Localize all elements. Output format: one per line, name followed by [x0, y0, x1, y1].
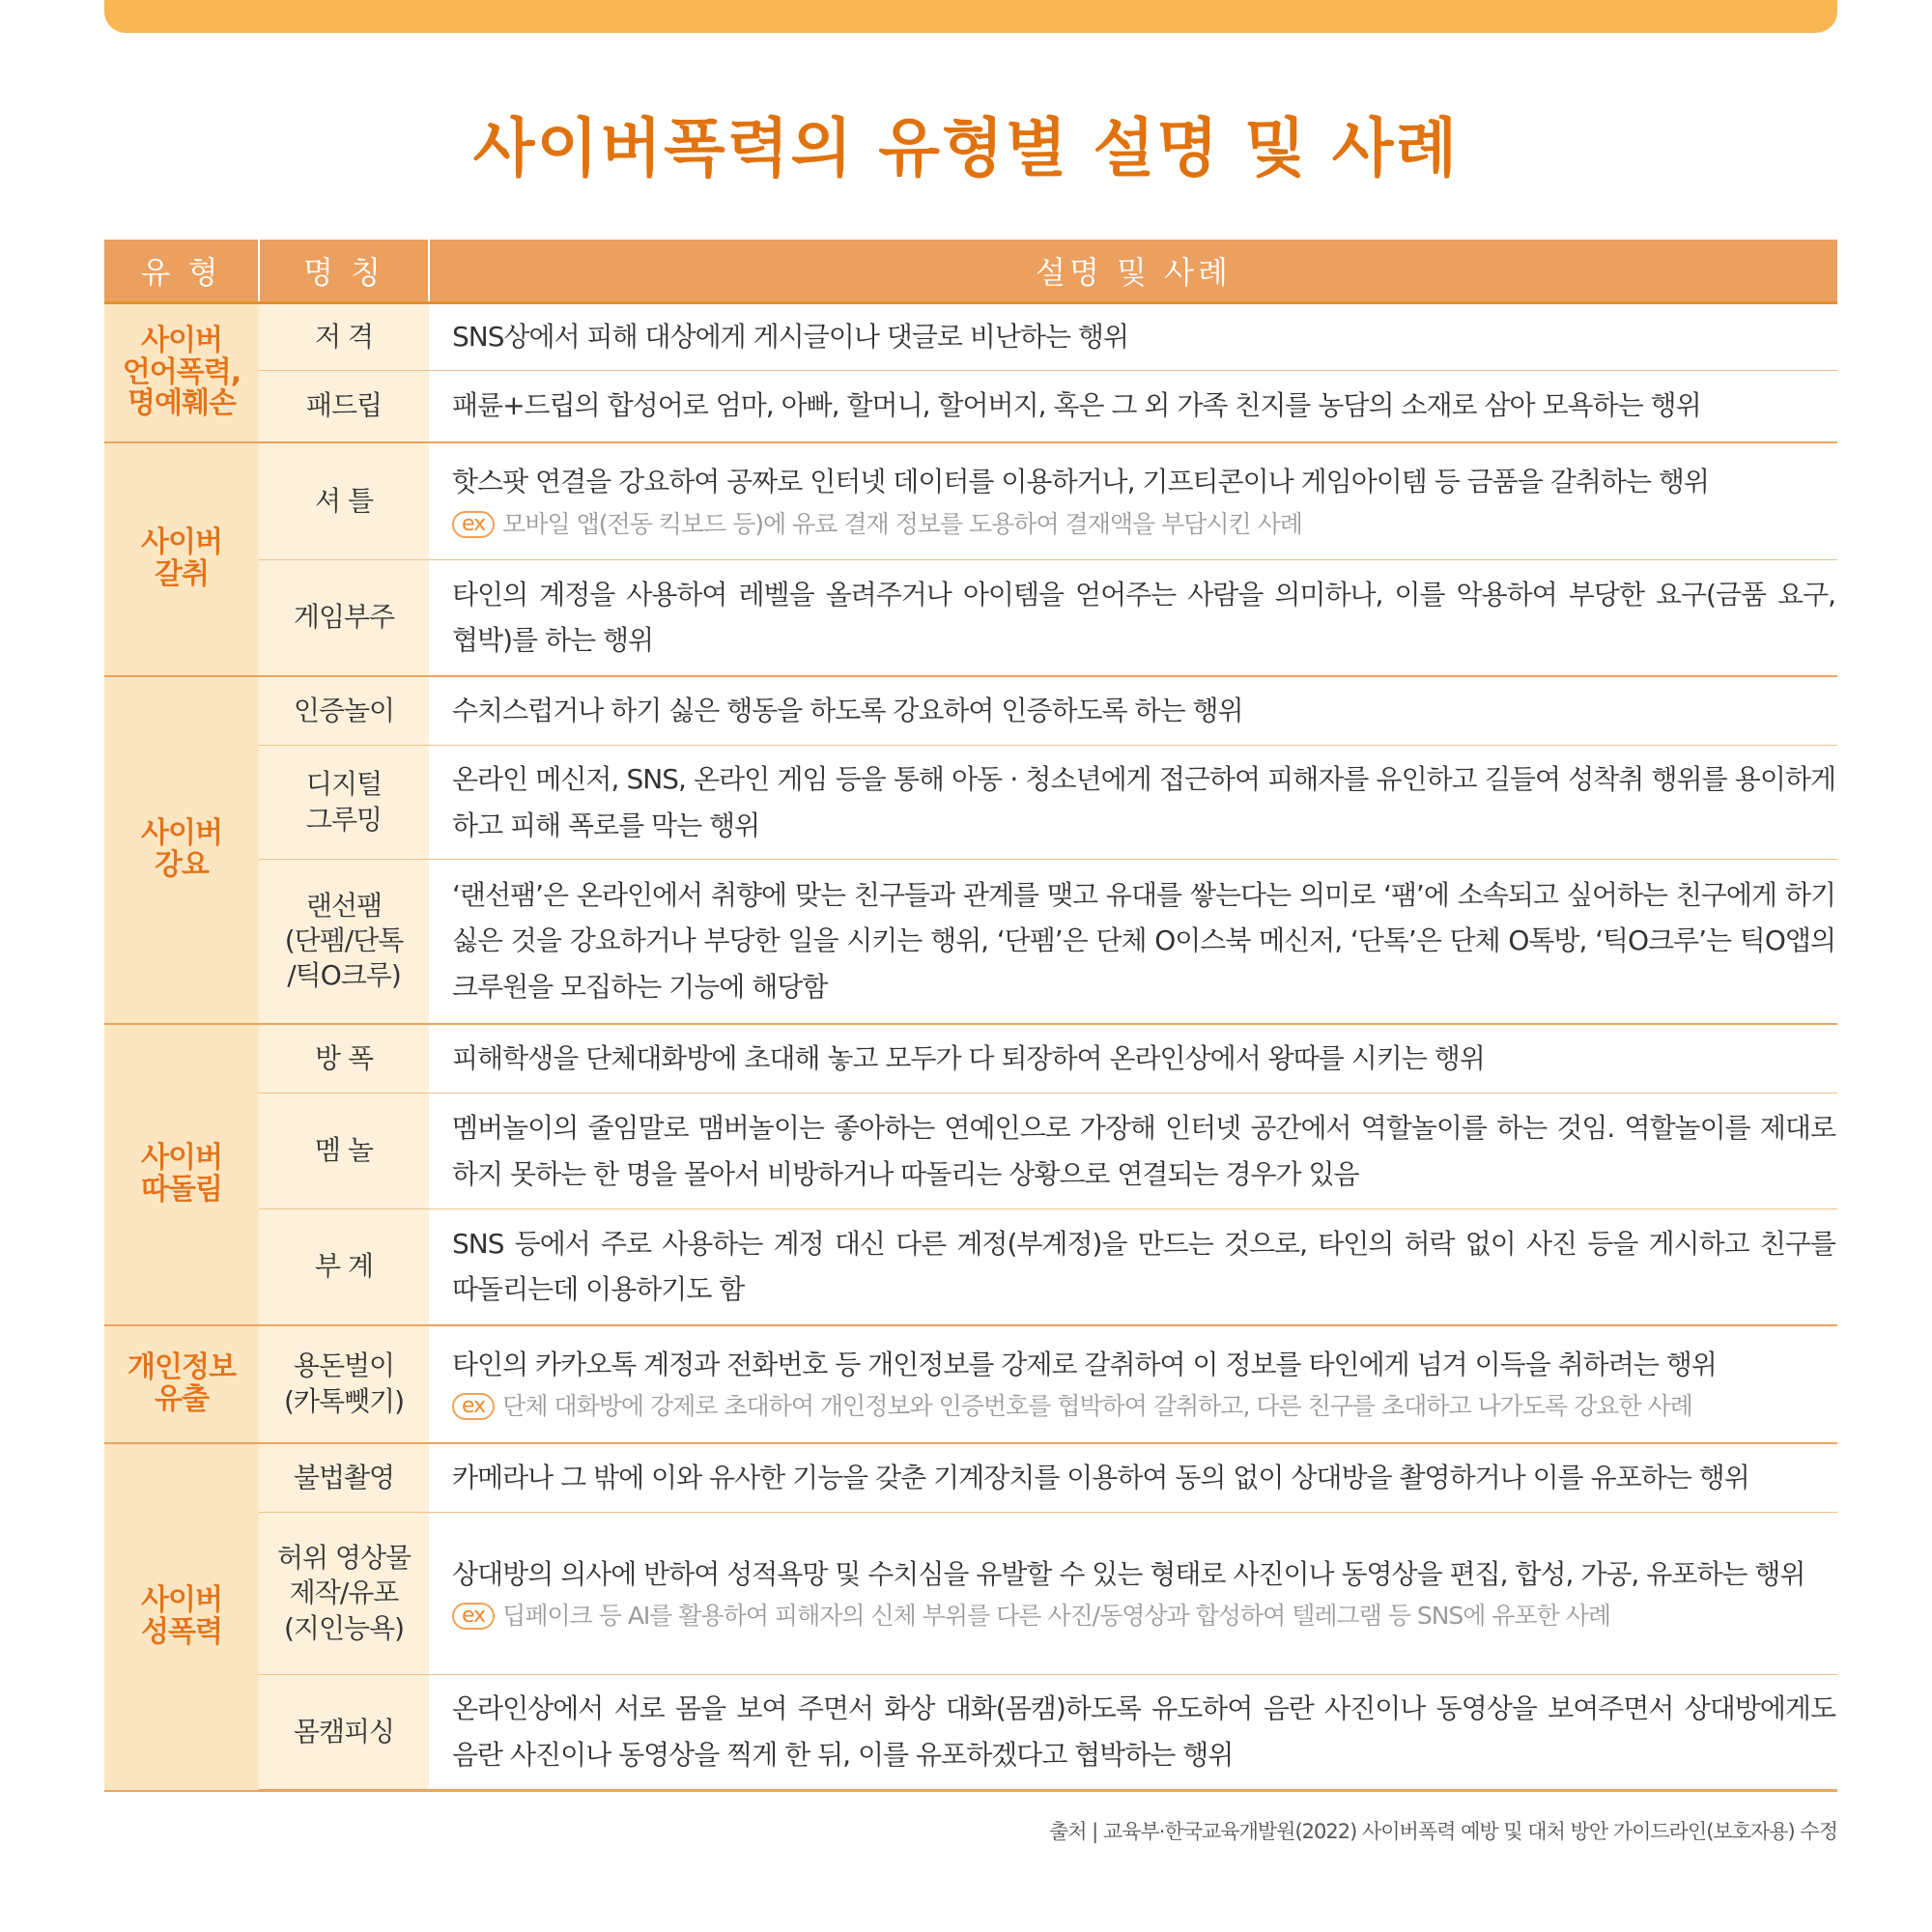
- description-cell: [429, 1675, 1837, 1791]
- description-cell: [429, 371, 1837, 442]
- header-description: 설명 및 사례: [429, 240, 1837, 303]
- name-label: 저 격: [315, 320, 373, 353]
- description-cell: [429, 676, 1837, 746]
- table-row: [104, 1443, 1837, 1513]
- description-cell: [429, 860, 1837, 1024]
- page-title: 사이버폭력의 유형별 설명 및 사례: [472, 111, 1460, 185]
- description-cell: [429, 746, 1837, 860]
- name-label: 멤 놀: [315, 1134, 373, 1167]
- name-label: 방 폭: [315, 1041, 373, 1074]
- table-header-row: [104, 240, 1837, 303]
- table-row: [104, 860, 1837, 1024]
- category-cell: [104, 1443, 259, 1791]
- example-text: 모바일 앱(전동 킥보드 등)에 유료 결재 정보를 도용하여 결재액을 부담시킨 사례: [502, 509, 1302, 538]
- table-row: [104, 1209, 1837, 1325]
- description-cell: [429, 303, 1837, 371]
- table-row: [104, 1675, 1837, 1791]
- name-label: 디지털 그루밍: [305, 768, 383, 836]
- example-badge: ex: [452, 511, 495, 538]
- name-cell: [259, 676, 429, 746]
- description-cell: [429, 1325, 1837, 1443]
- description-cell: [429, 442, 1837, 560]
- table-row: [104, 1094, 1837, 1209]
- example-badge: ex: [452, 1603, 495, 1630]
- name-cell: [259, 746, 429, 860]
- example-line: [452, 1387, 1835, 1426]
- table-row: [104, 676, 1837, 746]
- description-text: 온라인 메신저, SNS, 온라인 게임 등을 통해 아동 · 청소년에게 접근하여 피해자를 유인하고 길들여 성착취 행위를 용이하게 하고 피해 폭로를 막는 행위: [452, 762, 1835, 841]
- name-cell: [259, 1024, 429, 1094]
- name-label: 허위 영상물 제작/유포 (지인능욕): [276, 1541, 412, 1644]
- category-cell: [104, 676, 259, 1024]
- name-label: 랜선팸 (단펨/단톡 /틱O크루): [284, 889, 404, 992]
- description-text: 멤버놀이의 줄임말로 맴버놀이는 좋아하는 연예인으로 가장해 인터넷 공간에서 역할놀이를 하는 것임. 역할놀이를 제대로 하지 못하는 한 명을 몰아서 비방하거나 따돌리는 상황으로 연결되는 경우가 있음: [452, 1111, 1835, 1190]
- example-text: 단체 대화방에 강제로 초대하여 개인정보와 인증번호를 협박하여 갈취하고, 다른 친구를 초대하고 나가도록 강요한 사례: [502, 1392, 1692, 1421]
- name-cell: [259, 303, 429, 371]
- name-cell: [259, 1675, 429, 1791]
- name-label: 패드립: [305, 389, 383, 422]
- name-label: 게임부주: [293, 601, 395, 634]
- name-cell: [259, 371, 429, 442]
- example-line: [452, 505, 1835, 544]
- name-label: 부 계: [315, 1250, 373, 1283]
- description-cell: [429, 1513, 1837, 1675]
- table-row: [104, 1513, 1837, 1675]
- description-text: ‘랜선팸’은 온라인에서 취향에 맞는 친구들과 관계를 맺고 유대를 쌓는다는 의미로 ‘팸’에 소속되고 싶어하는 친구에게 하기 싫은 것을 강요하거나 부당한 일을 시키는 행위, ‘단펨’은 단체 O이스북 메신저, ‘단톡’은 단체 O톡방, ‘틱O크루’는 틱O앱의 크루원을 모집하는 기능에 해당함: [452, 878, 1835, 1004]
- description-text: SNS상에서 피해 대상에게 게시글이나 댓글로 비난하는 행위: [452, 321, 1129, 354]
- source-citation: 출처 | 교육부·한국교육개발원(2022) 사이버폭력 예방 및 대처 방안 가이드라인(보호자용) 수정: [1048, 1820, 1837, 1843]
- table-row: [104, 371, 1837, 442]
- top-decorative-bar: [104, 0, 1837, 33]
- name-label: 불법촬영: [293, 1461, 395, 1493]
- description-text: 타인의 카카오톡 계정과 전화번호 등 개인정보를 강제로 갈취하여 이 정보를 타인에게 넘겨 이득을 취하려는 행위: [452, 1348, 1717, 1380]
- example-text: 딥페이크 등 AI를 활용하여 피해자의 신체 부위를 다른 사진/동영상과 합성하여 텔레그램 등 SNS에 유포한 사례: [502, 1602, 1611, 1631]
- name-label: 셔 틀: [315, 484, 373, 517]
- description-text: 피해학생을 단체대화방에 초대해 놓고 모두가 다 퇴장하여 온라인상에서 왕따를 시키는 행위: [452, 1041, 1485, 1074]
- header-type: 유 형: [104, 240, 259, 303]
- name-label: 몸캠피싱: [293, 1715, 395, 1747]
- name-cell: [259, 1443, 429, 1513]
- category-cell: [104, 1325, 259, 1443]
- name-cell: [259, 560, 429, 676]
- cyber-violence-table: [104, 240, 1837, 1792]
- category-label: 개인정보 유출: [128, 1350, 236, 1416]
- table-row: [104, 1024, 1837, 1094]
- name-cell: [259, 860, 429, 1024]
- category-label: 사이버 언어폭력, 명예훼손: [122, 324, 242, 420]
- category-label: 사이버 강요: [141, 816, 222, 882]
- description-text: 타인의 계정을 사용하여 레벨을 올려주거나 아이템을 얻어주는 사람을 의미하나, 이를 악용하여 부당한 요구(금품 요구, 협박)를 하는 행위: [452, 578, 1835, 657]
- name-cell: [259, 1325, 429, 1443]
- name-cell: [259, 442, 429, 560]
- description-text: 핫스팟 연결을 강요하여 공짜로 인터넷 데이터를 이용하거나, 기프티콘이나 게임아이템 등 금품을 갈취하는 행위: [452, 465, 1709, 497]
- description-text: 상대방의 의사에 반하여 성적욕망 및 수치심을 유발할 수 있는 형태로 사진이나 동영상을 편집, 합성, 가공, 유포하는 행위: [452, 1557, 1805, 1590]
- category-label: 사이버 갈취: [141, 526, 222, 591]
- name-cell: [259, 1513, 429, 1675]
- example-badge: ex: [452, 1393, 495, 1420]
- description-text: 온라인상에서 서로 몸을 보여 주면서 화상 대화(몸캠)하도록 유도하여 음란 사진이나 동영상을 보여주면서 상대방에게도 음란 사진이나 동영상을 찍게 한 뒤, 이를 유포하겠다고 협박하는 행위: [452, 1692, 1835, 1771]
- category-label: 사이버 성폭력: [141, 1583, 222, 1649]
- description-text: 패륜+드립의 합성어로 엄마, 아빠, 할머니, 할어버지, 혹은 그 외 가족 친지를 농담의 소재로 삼아 모욕하는 행위: [452, 389, 1701, 422]
- description-cell: [429, 1094, 1837, 1209]
- header-name: 명 칭: [259, 240, 429, 303]
- description-cell: [429, 1024, 1837, 1094]
- category-cell: [104, 442, 259, 676]
- description-cell: [429, 1209, 1837, 1325]
- example-line: [452, 1597, 1835, 1635]
- description-text: 수치스럽거나 하기 싫은 행동을 하도록 강요하여 인증하도록 하는 행위: [452, 694, 1243, 726]
- name-cell: [259, 1209, 429, 1325]
- table-row: [104, 303, 1837, 371]
- table-row: [104, 746, 1837, 860]
- table-row: [104, 1325, 1837, 1443]
- category-cell: [104, 1024, 259, 1325]
- category-label: 사이버 따돌림: [141, 1141, 222, 1207]
- description-cell: [429, 560, 1837, 676]
- name-label: 용돈벌이 (카톡뺏기): [283, 1350, 405, 1417]
- name-label: 인증놀이: [293, 694, 395, 726]
- description-text: 카메라나 그 밖에 이와 유사한 기능을 갖춘 기계장치를 이용하여 동의 없이 상대방을 촬영하거나 이를 유포하는 행위: [452, 1461, 1749, 1493]
- table-row: [104, 560, 1837, 676]
- table-row: [104, 442, 1837, 560]
- description-cell: [429, 1443, 1837, 1513]
- name-cell: [259, 1094, 429, 1209]
- description-text: SNS 등에서 주로 사용하는 계정 대신 다른 계정(부계정)을 만드는 것으로, 타인의 허락 없이 사진 등을 게시하고 친구를 따돌리는데 이용하기도 함: [452, 1227, 1835, 1306]
- category-cell: [104, 303, 259, 442]
